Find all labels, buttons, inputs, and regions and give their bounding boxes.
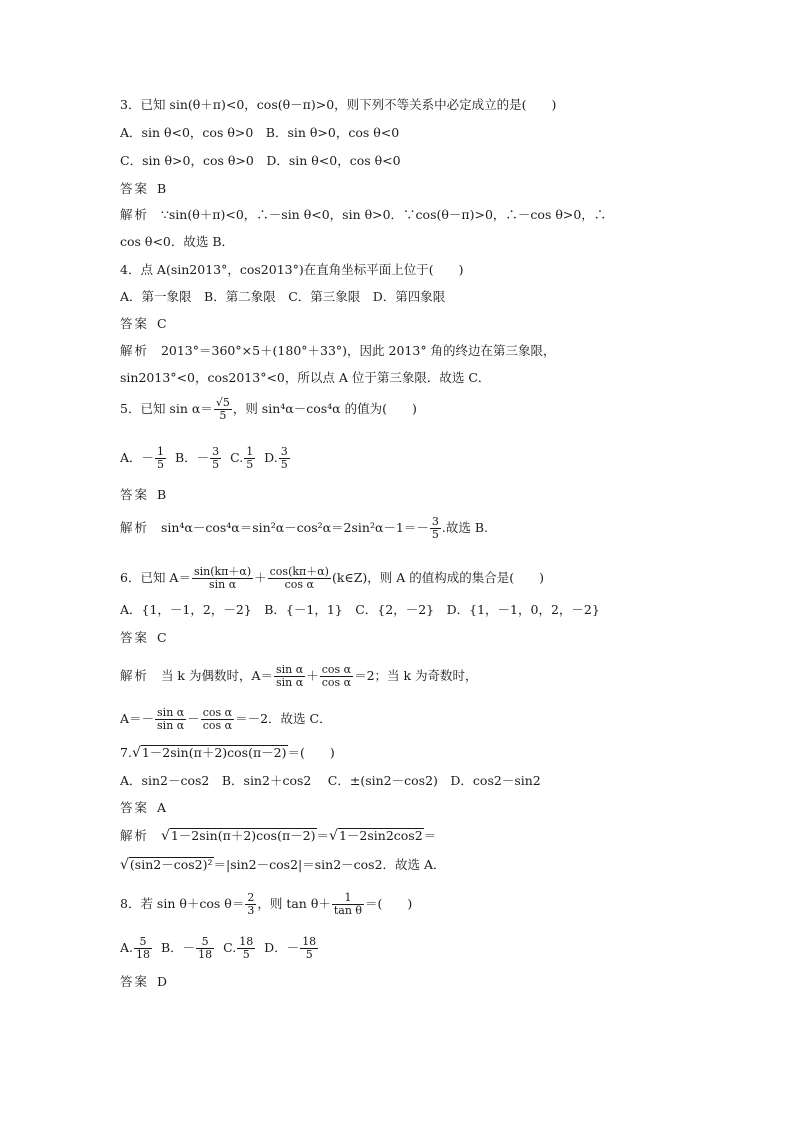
q3-options-ab: A．sin θ<0，cos θ>0 B．sin θ>0，cos θ<0	[120, 125, 400, 140]
fraction	[155, 707, 186, 732]
q4-solution-line1	[120, 342, 556, 360]
fraction-den: 5	[246, 458, 254, 471]
fraction	[430, 516, 441, 541]
answer-label: 答案	[120, 181, 150, 196]
q7-solution-line2	[120, 856, 446, 874]
fraction-den: cos α	[202, 719, 233, 732]
q6-stem-a: 6．已知 A＝	[120, 570, 191, 585]
fraction-num: 3	[431, 515, 439, 528]
answer-value: B	[156, 487, 167, 502]
fraction-den: 5	[219, 409, 227, 422]
fraction	[134, 936, 152, 961]
plus-sign: ＋	[254, 570, 267, 585]
fraction	[279, 446, 290, 471]
q4-answer	[120, 315, 167, 333]
q3-solution-line2: cos θ<0．故选 B．	[120, 234, 235, 249]
q6-solution-line2	[120, 707, 332, 732]
q7-options: A．sin2－cos2 B．sin2＋cos2 C．±(sin2－cos2) D．cos2－sin2	[120, 773, 541, 788]
sqrt-icon: √	[329, 828, 338, 844]
q4-stem: 4．点 A(sin2013°，cos2013°)在直角坐标平面上位于( )	[120, 262, 464, 277]
fraction	[237, 936, 255, 961]
option-d: D.	[264, 450, 278, 465]
fraction-num: sin α	[157, 706, 185, 719]
fraction-num: 3	[212, 445, 220, 458]
fraction-den: sin α	[276, 676, 304, 689]
fraction	[320, 664, 353, 689]
solution-text-b: ＝|sin2－cos2|＝sin2－cos2．故选 A．	[213, 857, 446, 872]
fraction-den: 3	[247, 904, 255, 917]
fraction-num: 5	[134, 936, 152, 949]
q7-stem	[120, 744, 335, 762]
fraction	[155, 446, 166, 471]
solution-text-b: ＝－2．故选 C．	[235, 711, 332, 726]
fraction-num: √5	[215, 396, 230, 409]
fraction-num: 5	[196, 936, 214, 949]
answer-label: 答案	[120, 800, 150, 815]
fraction	[244, 446, 255, 471]
radicand: 1－2sin2cos2	[338, 828, 423, 843]
q8-options	[120, 936, 319, 961]
fraction-den: 5	[212, 458, 220, 471]
fraction-den: cos α	[284, 578, 314, 591]
fraction-den: 5	[305, 948, 313, 961]
q8-stem-b: ，则 tan θ＋	[257, 896, 331, 911]
fraction-den: tan θ	[333, 904, 363, 917]
q5-stem	[120, 397, 417, 422]
fraction-num: 1	[332, 892, 364, 905]
solution-label: 解析	[120, 520, 150, 535]
q6-solution-line1	[120, 664, 478, 689]
fraction-den: 5	[431, 528, 439, 541]
solution-text-b: ＝2；当 k 为奇数时，	[354, 668, 478, 683]
q5-stem-a: 5．已知 sin α＝	[120, 401, 213, 416]
fraction-num: cos(kπ＋α)	[269, 565, 329, 578]
sqrt-icon: √	[120, 857, 129, 873]
fraction-num: cos α	[321, 663, 352, 676]
solution-label: 解析	[120, 668, 150, 683]
answer-label: 答案	[120, 487, 150, 502]
q5-answer	[120, 486, 166, 504]
answer-value: B	[156, 181, 167, 196]
q6-stem	[120, 566, 544, 591]
answer-value: C	[156, 630, 167, 645]
q5-options	[120, 446, 291, 471]
solution-text-b: .故选 B.	[441, 520, 488, 535]
radicand: 1－2sin(π＋2)cos(π－2)	[141, 745, 287, 760]
q7-answer	[120, 799, 166, 817]
option-c: C.	[223, 940, 237, 955]
answer-value: D	[156, 974, 167, 989]
fraction-den: sin α	[208, 578, 237, 591]
q5-solution	[120, 516, 488, 541]
q8-stem	[120, 892, 412, 917]
fraction	[210, 446, 221, 471]
option-d: D．－	[264, 940, 300, 955]
minus-sign: －	[187, 711, 200, 726]
sqrt-icon: √	[131, 745, 141, 761]
q8-answer	[120, 973, 167, 991]
solution-text-a: A＝－	[120, 711, 155, 726]
q6-answer	[120, 629, 167, 647]
fraction-num: sin(kπ＋α)	[193, 565, 252, 578]
q3-solution-line1	[120, 206, 606, 224]
solution-text-a: sin⁴α－cos⁴α＝sin²α－cos²α＝2sin²α－1＝－	[160, 520, 429, 535]
q7-number: 7.	[120, 745, 132, 760]
answer-value: C	[156, 316, 167, 331]
fraction	[214, 397, 232, 422]
option-a: A.	[120, 940, 134, 955]
radicand: (sin2－cos2)²	[129, 857, 213, 872]
equals-sign: ＝	[316, 828, 330, 843]
fraction-den: 5	[280, 458, 288, 471]
solution-text-a: 当 k 为偶数时，A＝	[160, 668, 273, 683]
fraction	[300, 936, 318, 961]
answer-label: 答案	[120, 316, 150, 331]
radicand: 1－2sin(π＋2)cos(π－2)	[170, 828, 316, 843]
q7-solution-line1	[120, 827, 436, 845]
fraction-num: 1	[157, 445, 165, 458]
fraction	[245, 892, 256, 917]
fraction-den: cos α	[321, 676, 352, 689]
option-a: A．－	[120, 450, 155, 465]
option-c: C.	[230, 450, 244, 465]
fraction	[192, 566, 253, 591]
solution-label: 解析	[120, 343, 150, 358]
q4-solution-line2: sin2013°<0，cos2013°<0，所以点 A 位于第三象限．故选 C．	[120, 370, 491, 385]
answer-label: 答案	[120, 974, 150, 989]
fraction-den: 5	[157, 458, 165, 471]
q3-stem: 3．已知 sin(θ＋π)<0，cos(θ－π)>0，则下列不等关系中必定成立的是( )	[120, 97, 557, 112]
option-b: B．－	[174, 450, 210, 465]
fraction-den: 5	[242, 948, 250, 961]
answer-value: A	[156, 800, 166, 815]
answer-label: 答案	[120, 630, 150, 645]
fraction-num: 1	[246, 445, 254, 458]
sqrt-icon: √	[160, 828, 170, 844]
q7-stem-b: ＝( )	[287, 745, 335, 760]
fraction	[274, 664, 305, 689]
q3-answer	[120, 180, 166, 198]
solution-text: ∵sin(θ＋π)<0，∴－sin θ<0，sin θ>0．∵cos(θ－π)>0，∴－cos θ>0，∴	[160, 207, 607, 222]
solution-label: 解析	[120, 207, 150, 222]
fraction-num: cos α	[202, 706, 233, 719]
option-b: B．－	[160, 940, 196, 955]
q4-options: A．第一象限 B．第二象限 C．第三象限 D．第四象限	[120, 289, 446, 304]
q8-stem-c: ＝( )	[365, 896, 413, 911]
fraction-num: 2	[247, 891, 255, 904]
fraction-num: sin α	[276, 663, 304, 676]
q6-stem-b: (k∈Z)，则 A 的值构成的集合是( )	[331, 570, 544, 585]
fraction-den: 18	[136, 948, 151, 961]
q6-options: A．{1，－1，2，－2} B．{－1，1} C．{2，－2} D．{1，－1，0，2，－2}	[120, 602, 600, 617]
plus-sign: ＋	[306, 668, 319, 683]
fraction	[268, 566, 331, 591]
q5-stem-b: ，则 sin⁴α－cos⁴α 的值为( )	[232, 401, 417, 416]
fraction	[332, 892, 364, 917]
fraction-num: 18	[239, 935, 254, 948]
fraction	[201, 707, 234, 732]
equals-sign: ＝	[423, 828, 437, 843]
fraction-num: 18	[302, 935, 317, 948]
fraction-den: 18	[198, 948, 213, 961]
q3-options-cd: C．sin θ>0，cos θ>0 D．sin θ<0，cos θ<0	[120, 153, 401, 168]
solution-label: 解析	[120, 828, 150, 843]
solution-text: 2013°＝360°×5＋(180°＋33°)，因此 2013° 角的终边在第三象限，	[160, 343, 556, 358]
fraction-den: sin α	[157, 719, 185, 732]
fraction	[196, 936, 214, 961]
fraction-num: 3	[280, 445, 288, 458]
q8-stem-a: 8．若 sin θ＋cos θ＝	[120, 896, 245, 911]
